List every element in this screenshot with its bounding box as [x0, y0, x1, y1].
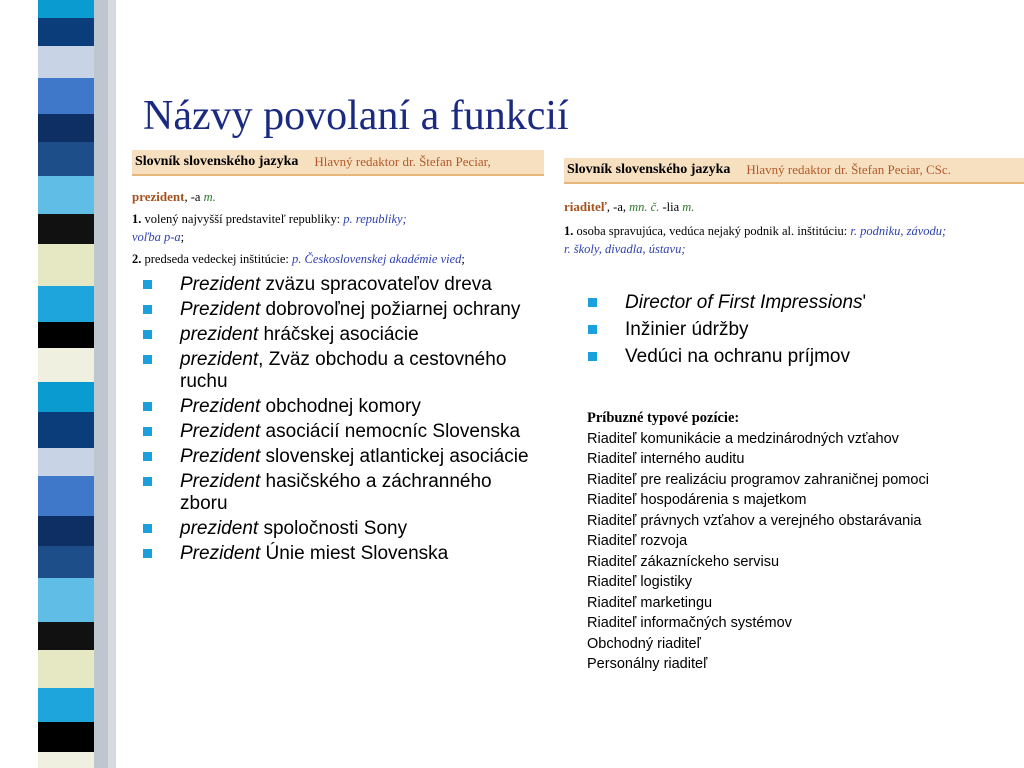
job-title-term: Prezident — [180, 543, 261, 564]
bullet-icon — [143, 524, 152, 533]
list-item — [180, 324, 540, 346]
sense-example: r. školy, divadla, ústavu; — [564, 242, 686, 256]
grammar-tag: m. — [203, 190, 216, 204]
grammar-tag: mn. č. — [629, 200, 660, 214]
sense-example: voľba p-a — [132, 230, 181, 244]
stripe-block — [38, 448, 94, 476]
related-position-item: Riaditeľ interného auditu — [587, 451, 745, 467]
stripe-block — [38, 18, 94, 46]
sense-1-continued — [564, 240, 1024, 258]
job-title-term: Prezident — [180, 446, 261, 467]
dictionary-entry-riaditel — [564, 158, 1024, 264]
list-item — [180, 518, 540, 540]
grammar-info: -lia — [662, 200, 680, 214]
job-title-text: spoločnosti Sony — [258, 518, 408, 539]
list-item — [625, 292, 985, 314]
stripe-block — [38, 650, 94, 688]
list-item — [180, 446, 540, 468]
sense-definition: osoba spravujúca, vedúca nejaký podnik al. inštitúciu: — [576, 224, 848, 238]
job-title-text: , Zväz obchodu a cestovného ruchu — [180, 349, 507, 392]
bullet-icon — [143, 402, 152, 411]
stripe-block — [38, 622, 94, 650]
related-position-item: Riaditeľ právnych vzťahov a verejného obstarávania — [587, 512, 922, 529]
dictionary-editor: Hlavný redaktor dr. Štefan Peciar, CSc. — [746, 162, 951, 177]
job-title-text: ' — [862, 292, 867, 313]
stripe-block — [38, 114, 94, 142]
dictionary-header — [564, 158, 1024, 184]
headword: riaditeľ — [564, 199, 607, 214]
list-item — [180, 471, 540, 515]
sense-2 — [132, 250, 544, 268]
job-title-term: Director of First Impressions — [625, 292, 863, 313]
related-position-item: Personálny riaditeľ — [587, 656, 708, 672]
job-title-term: prezident — [180, 349, 259, 370]
punctuation: ; — [461, 252, 465, 266]
dictionary-entry-prezident — [132, 150, 544, 274]
job-title-text: Inžinier údržby — [625, 319, 749, 340]
sense-example: r. podniku, závodu; — [850, 224, 947, 238]
related-positions — [587, 408, 987, 675]
job-title-text: hráčskej asociácie — [258, 324, 419, 345]
sense-definition: volený najvyšší predstaviteľ republiky: — [144, 212, 341, 226]
related-position-item: Riaditeľ pre realizáciu programov zahraničnej pomoci — [587, 471, 929, 488]
sense-1 — [564, 222, 1024, 240]
stripe-block — [38, 412, 94, 448]
job-title-text: hasičského a záchranného zboru — [180, 471, 492, 514]
stripe-block — [38, 214, 94, 244]
sense-1-continued — [132, 228, 544, 246]
bullet-icon — [143, 305, 152, 314]
job-title-text: dobrovoľnej požiarnej ochrany — [260, 299, 521, 320]
dictionary-header — [132, 150, 544, 176]
decorative-stripe — [0, 0, 116, 768]
stripe-block — [38, 46, 94, 78]
job-title-term: Prezident — [180, 299, 261, 320]
sense-example: p. Československej akadémie vied — [292, 252, 462, 266]
stripe-block — [38, 722, 94, 752]
headword: prezident — [132, 189, 185, 204]
sense-definition: predseda vedeckej inštitúcie: — [144, 252, 289, 266]
bullet-icon — [143, 330, 152, 339]
sense-1 — [132, 210, 544, 228]
grammar-info: , -a — [184, 190, 201, 204]
stripe-block — [38, 476, 94, 516]
page-title: Názvy povolaní a funkcií — [143, 93, 569, 139]
list-item — [180, 421, 540, 443]
list-item — [180, 543, 540, 565]
list-item — [180, 299, 540, 321]
bullet-icon — [588, 325, 597, 334]
job-title-text: obchodnej komory — [260, 396, 421, 417]
related-position-item: Riaditeľ rozvoja — [587, 533, 688, 549]
stripe-block — [38, 244, 94, 286]
related-positions-heading: Príbuzné typové pozície: — [587, 410, 740, 426]
related-position-item: Riaditeľ zákazníckeho servisu — [587, 553, 780, 570]
stripe-block — [38, 578, 94, 622]
related-position-item: Riaditeľ informačných systémov — [587, 615, 792, 631]
stripe-shadow — [94, 0, 108, 768]
sense-number: 1. — [564, 224, 574, 238]
related-position-item: Riaditeľ komunikácie a medzinárodných vzťahov — [587, 430, 899, 447]
stripe-block — [38, 688, 94, 722]
job-title-term: Prezident — [180, 421, 261, 442]
related-positions-list — [587, 429, 987, 675]
bullet-icon — [143, 427, 152, 436]
bullet-icon — [588, 352, 597, 361]
job-title-text: Vedúci na ochranu príjmov — [625, 346, 850, 367]
job-title-term: prezident — [180, 518, 259, 539]
job-title-text: zväzu spracovateľov dreva — [260, 274, 492, 295]
stripe-block — [38, 752, 94, 768]
stripe-block — [38, 78, 94, 114]
stripe-block — [38, 348, 94, 382]
job-title-term: prezident — [180, 324, 259, 345]
grammar-tag: m. — [682, 200, 695, 214]
stripe-block — [38, 516, 94, 546]
related-position-item: Riaditeľ hospodárenia s majetkom — [587, 492, 807, 508]
sense-number: 1. — [132, 212, 142, 226]
bullet-icon — [143, 477, 152, 486]
list-item — [180, 396, 540, 418]
dictionary-name: Slovník slovenského jazyka — [135, 154, 299, 169]
stripe-block — [38, 176, 94, 214]
sense-number: 2. — [132, 252, 142, 266]
list-item — [180, 274, 540, 296]
related-position-item: Riaditeľ marketingu — [587, 594, 713, 611]
bullet-icon — [143, 549, 152, 558]
stripe-block — [38, 322, 94, 348]
president-titles-list — [180, 274, 540, 568]
stripe-block — [38, 286, 94, 322]
list-item — [180, 349, 540, 393]
stripe-shadow — [108, 0, 116, 768]
stripe-block — [38, 142, 94, 176]
related-position-item: Riaditeľ logistiky — [587, 574, 692, 590]
job-title-term: Prezident — [180, 471, 261, 492]
sense-example: p. republiky; — [343, 212, 407, 226]
list-item — [625, 346, 985, 368]
job-title-text: slovenskej atlantickej asociácie — [260, 446, 529, 467]
job-title-text: asociácií nemocníc Slovenska — [260, 421, 521, 442]
director-titles-list — [625, 292, 985, 373]
stripe-block — [38, 382, 94, 412]
list-item — [625, 319, 985, 341]
stripe-block — [38, 0, 94, 18]
bullet-icon — [143, 355, 152, 364]
grammar-info: , -a, — [606, 200, 627, 214]
dictionary-name: Slovník slovenského jazyka — [567, 162, 731, 177]
related-position-item: Obchodný riaditeľ — [587, 635, 701, 652]
job-title-term: Prezident — [180, 396, 261, 417]
job-title-term: Prezident — [180, 274, 261, 295]
bullet-icon — [588, 298, 597, 307]
bullet-icon — [143, 452, 152, 461]
dictionary-editor: Hlavný redaktor dr. Štefan Peciar, — [314, 154, 491, 169]
bullet-icon — [143, 280, 152, 289]
entry-headline — [132, 188, 544, 206]
job-title-text: Únie miest Slovenska — [260, 543, 449, 564]
punctuation: ; — [180, 230, 185, 244]
stripe-block — [38, 546, 94, 578]
entry-headline — [564, 198, 1024, 216]
